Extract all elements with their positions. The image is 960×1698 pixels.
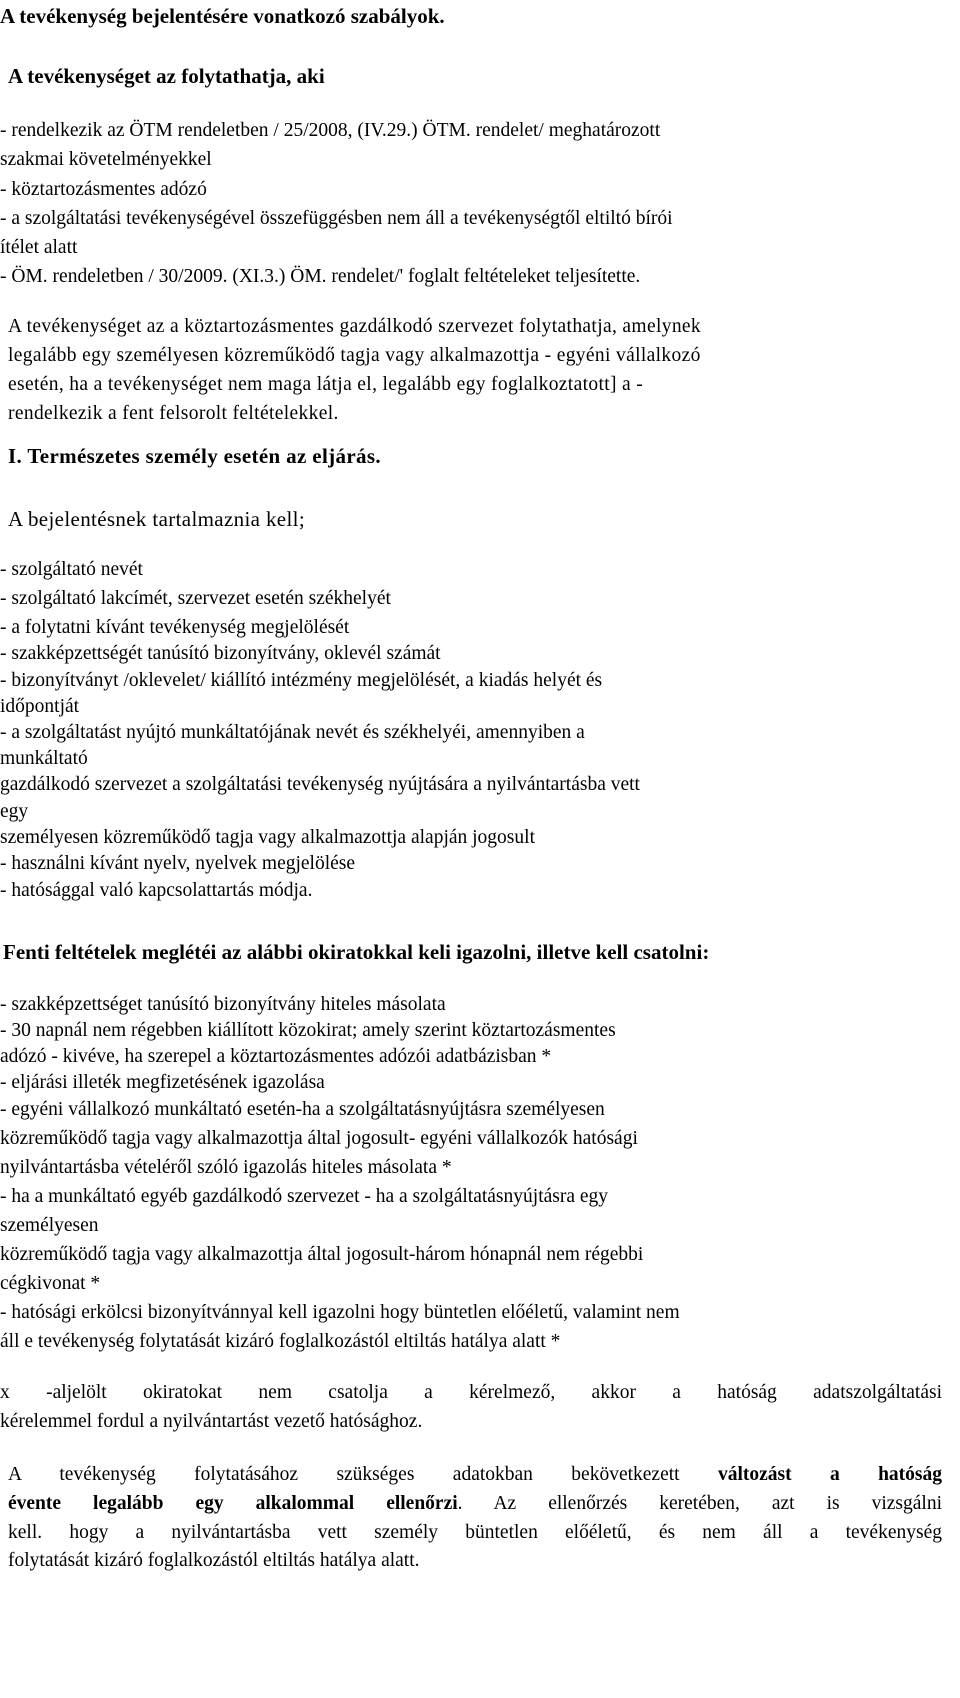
list-item: időpontját [0,696,80,717]
list-item: - a szolgáltatást nyújtó munkáltatójának nevét és székhelyéi, amennyiben a [0,722,585,743]
document-item: személyesen [0,1215,99,1236]
document-item: - eljárási illeték megfizetésének igazolása [0,1072,325,1093]
section-intro: A bejelentésnek tartalmaznia kell; [8,507,306,531]
closing-emphasis: évente legalább egy alkalommal ellenőrzi [8,1493,458,1514]
closing-text: . Az ellenőrzés keretében, azt is vizsgálni [457,1493,942,1514]
document-item: áll e tevékenység folytatását kizáró foglalkozástól eltiltás hatálya alatt * [0,1331,561,1352]
eligibility-line: - rendelkezik az ÖTM rendeletben / 25/2008, (IV.29.) ÖTM. rendelet/ meghatározott [0,120,661,141]
list-item: munkáltató [0,748,88,769]
closing-text: A tevékenység folytatásához szükséges adatokban bekövetkezett [8,1464,718,1485]
eligibility-line: szakmai követelményekkel [0,149,212,170]
document-item: nyilvántartásba vételéről szóló igazolás hiteles másolata * [0,1157,452,1178]
page-title: A tevékenység bejelentésére vonatkozó szabályok. [0,4,445,28]
list-item: - a folytatni kívánt tevékenység megjelölését [0,617,350,638]
note-line: kérelemmel fordul a nyilvántartást vezető hatósághoz. [0,1411,423,1432]
list-item: egy [0,801,29,822]
eligibility-line: - a szolgáltatási tevékenységével összefüggésben nem áll a tevékenységtől eltiltó bírói [0,208,673,229]
list-item: - bizonyítványt /oklevelet/ kiállító intézmény megjelölését, a kiadás helyét és [0,670,603,691]
document-item: - 30 napnál nem régebben kiállított közokirat; amely szerint köztartozásmentes [0,1020,616,1041]
list-item: - szolgáltató nevét [0,559,143,580]
closing-line: folytatását kizáró foglalkozástól eltiltás hatálya alatt. [8,1550,420,1571]
closing-line [8,1491,942,1517]
document-item: - ha a munkáltató egyéb gazdálkodó szervezet - ha a szolgáltatásnyújtásra egy [0,1186,609,1207]
list-item: - szakképzettségét tanúsító bizonyítvány, oklevél számát [0,643,441,664]
list-item: személyesen közreműködő tagja vagy alkalmazottja alapján jogosult [0,827,535,848]
list-item: - hatósággal való kapcsolattartás módja. [0,880,313,901]
closing-line: kell. hogy a nyilvántartásba vett személy büntetlen előéletű, és nem áll a tevékenység [8,1522,942,1543]
documents-title: Fenti feltételek meglétéi az alábbi okiratokkal keli igazolni, illetve kell csatolni: [3,940,710,964]
company-paragraph-line: A tevékenységet az a köztartozásmentes gazdálkodó szervezet folytathatja, amelynek [8,316,702,337]
document-item: - hatósági erkölcsi bizonyítvánnyal kell igazolni hogy büntetlen előéletű, valamint nem [0,1302,680,1323]
document-item: - egyéni vállalkozó munkáltató esetén-ha a szolgáltatásnyújtásra személyesen [0,1099,605,1120]
note-line: x -aljelölt okiratokat nem csatolja a kérelmező, akkor a hatóság adatszolgáltatási [0,1382,942,1403]
document-item: cégkivonat * [0,1273,101,1294]
list-item: - szolgáltató lakcímét, szervezet esetén székhelyét [0,588,391,609]
list-item: gazdálkodó szervezet a szolgáltatási tevékenység nyújtására a nyilvántartásba vett [0,774,640,795]
document-item: közreműködő tagja vagy alkalmazottja által jogosult-három hónapnál nem régebbi [0,1244,644,1265]
company-paragraph-line: legalább egy személyesen közreműködő tagja vagy alkalmazottja - egyéni vállalkozó [8,345,701,366]
closing-emphasis: változást a hatóság [717,1464,942,1485]
eligibility-line: - ÖM. rendeletben / 30/2009. (XI.3.) ÖM. rendelet/' foglalt feltételeket teljesítette. [0,266,641,287]
eligibility-line: - köztartozásmentes adózó [0,179,207,200]
eligibility-line: ítélet alatt [0,237,78,258]
closing-line [8,1462,942,1488]
section-title-natural-person: I. Természetes személy esetén az eljárás. [8,444,381,468]
company-paragraph-line: rendelkezik a fent felsorolt feltételekkel. [8,403,339,424]
document-item: - szakképzettséget tanúsító bizonyítvány hiteles másolata [0,994,446,1015]
eligibility-title: A tevékenységet az folytathatja, aki [8,64,325,88]
document-item: adózó - kivéve, ha szerepel a köztartozásmentes adózói adatbázisban * [0,1046,552,1067]
company-paragraph-line: esetén, ha a tevékenységet nem maga látja el, legalább egy foglalkoztatott] a - [8,374,644,395]
list-item: - használni kívánt nyelv, nyelvek megjelölése [0,853,356,874]
document-item: közreműködő tagja vagy alkalmazottja által jogosult- egyéni vállalkozók hatósági [0,1128,638,1149]
